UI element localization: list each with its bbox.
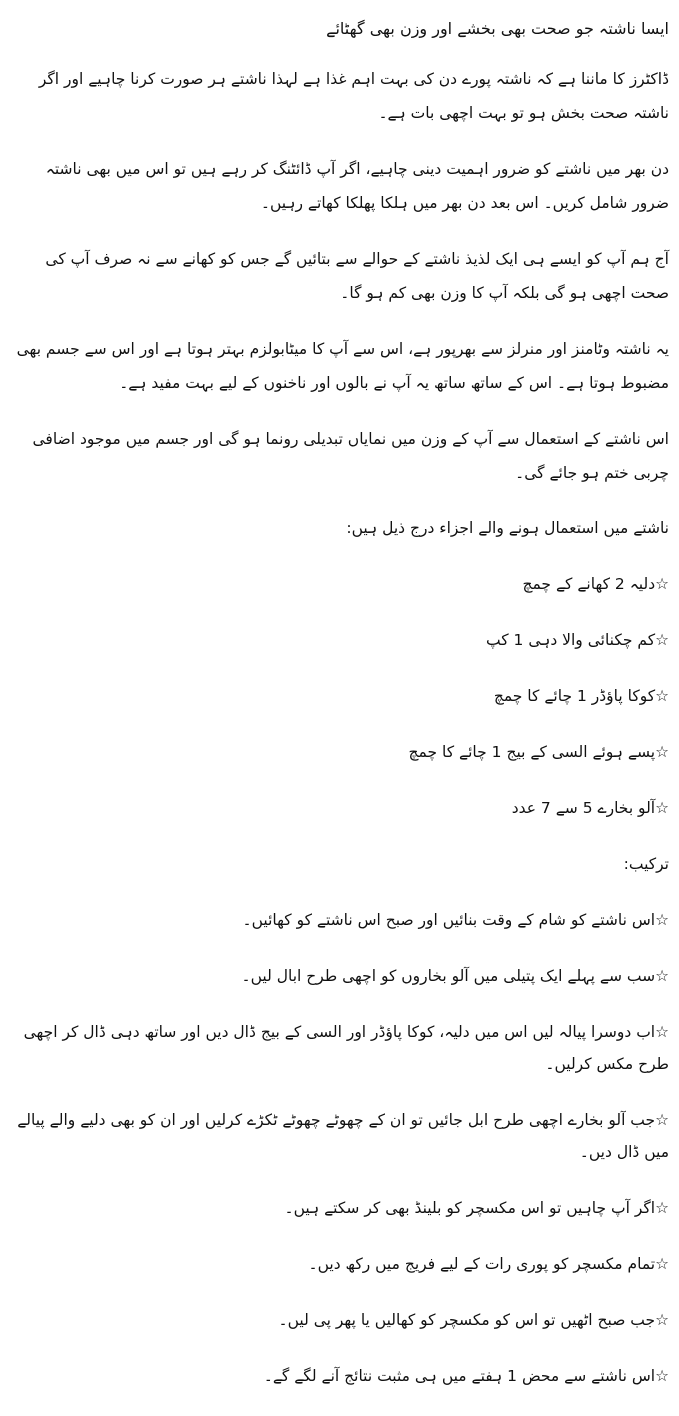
ingredients-list xyxy=(14,568,669,824)
method-step: ☆جب صبح اٹھیں تو اس کو مکسچر کو کھالیں یا پھر پی لیں۔ xyxy=(278,1311,669,1329)
method-step: ☆اگر آپ چاہیں تو اس مکسچر کو بلینڈ بھی کر سکتے ہیں۔ xyxy=(284,1199,669,1217)
article-title: ایسا ناشتہ جو صحت بھی بخشے اور وزن بھی گھٹائے xyxy=(326,19,669,38)
ingredient-item: ☆دلیہ 2 کھانے کے چمچ xyxy=(522,575,669,593)
method-steps-list xyxy=(14,904,669,1392)
article xyxy=(14,18,669,1416)
method-step: ☆اس ناشتے کو شام کے وقت بنائیں اور صبح اس ناشتے کو کھائیں۔ xyxy=(242,911,669,929)
paragraph-weight-loss: اس ناشتے کے استعمال سے آپ کے وزن میں نمایاں تبدیلی رونما ہو گی اور جسم میں موجود اضافی چربی ختم ہو جائے گی۔ xyxy=(32,430,669,482)
method-step: ☆تمام مکسچر کو پوری رات کے لیے فریج میں رکھ دیں۔ xyxy=(308,1255,669,1273)
method-heading: ترکیب: xyxy=(623,855,669,873)
paragraph-importance: دن بھر میں ناشتے کو ضرور اہمیت دینی چاہیے، اگر آپ ڈائٹنگ کر رہے ہیں تو اس میں بھی ناشتہ ضرور شامل کریں۔ اس بعد دن بھر میں ہلکا پھلکا کھاتے رہیں۔ xyxy=(45,160,669,212)
ingredient-item: ☆پسے ہوئے السی کے بیج 1 چائے کا چمچ xyxy=(408,743,669,761)
paragraph-benefits: یہ ناشتہ وٹامنز اور منرلز سے بھرپور ہے، اس سے آپ کا میٹابولزم بہتر ہوتا ہے اور اس سے جسم بھی مضبوط ہوتا ہے۔ اس کے ساتھ ساتھ یہ آپ نے بالوں اور ناخنوں کے لیے بہت مفید ہے۔ xyxy=(16,340,669,392)
paragraph-recipe-intro: آج ہم آپ کو ایسے ہی ایک لذیذ ناشتے کے حوالے سے بتائیں گے جس کو کھانے سے نہ صرف آپ کی صحت اچھی ہو گی بلکہ آپ کا وزن بھی کم ہو گا۔ xyxy=(45,250,669,302)
method-step: ☆اس ناشتے سے محض 1 ہفتے میں ہی مثبت نتائج آنے لگے گے۔ xyxy=(263,1367,669,1385)
ingredient-item: ☆کوکا پاؤڈر 1 چائے کا چمچ xyxy=(493,687,669,705)
ingredient-item: ☆کم چکنائی والا دہی 1 کپ xyxy=(485,631,669,649)
method-step: ☆جب آلو بخارے اچھی طرح ابل جائیں تو ان کے چھوٹے چھوٹے ٹکڑے کرلیں اور ان کو بھی دلیے والے پیالے میں ڈال دیں۔ xyxy=(17,1111,669,1161)
method-step: ☆سب سے پہلے ایک پتیلی میں آلو بخاروں کو اچھی طرح ابال لیں۔ xyxy=(241,967,669,985)
ingredients-heading: ناشتے میں استعمال ہونے والے اجزاء درج ذیل ہیں: xyxy=(346,519,669,537)
ingredient-item: ☆آلو بخارے 5 سے 7 عدد xyxy=(511,799,669,817)
method-step: ☆اب دوسرا پیالہ لیں اس میں دلیہ، کوکا پاؤڈر اور السی کے بیج ڈال دیں اور ساتھ دہی ڈال کر اچھی طرح مکس کرلیں۔ xyxy=(23,1023,669,1073)
paragraph-intro: ڈاکٹرز کا ماننا ہے کہ ناشتہ پورے دن کی بہت اہم غذا ہے لہذا ناشتے ہر صورت کرنا چاہیے اور اگر ناشتہ صحت بخش ہو تو بہت اچھی بات ہے۔ xyxy=(38,70,669,122)
